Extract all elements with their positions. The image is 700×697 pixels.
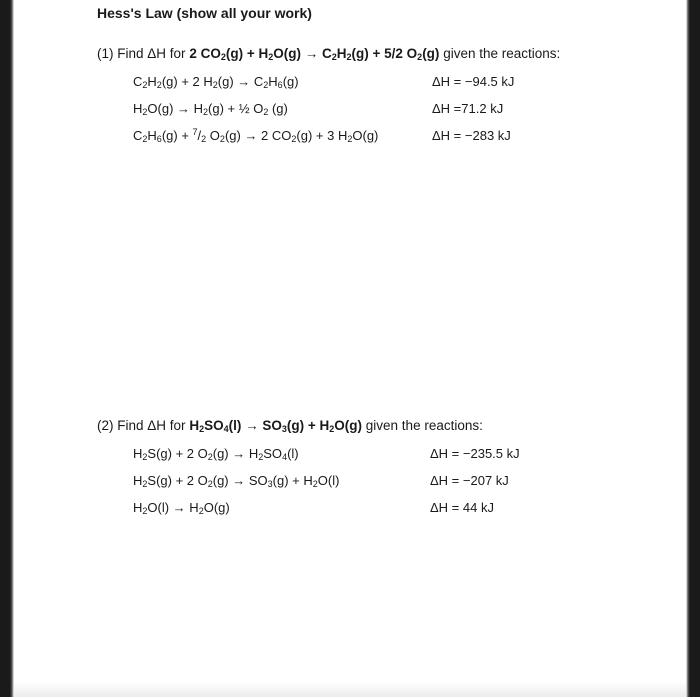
problem-2-heading — [97, 418, 483, 433]
p2-reaction-3: $H_2O(l) \to H_2O(g)$ — [133, 500, 230, 516]
p2-reaction-1: $H_2S(g) + 2$ $O_2(g) \to H_2SO_4(l)$ — [133, 446, 299, 462]
p1-reaction-1-enthalpy: ΔH = −94.5 kJ — [432, 74, 515, 89]
problem-2-target-equation: $H_2SO_4(l) \to SO_3(g) + H_2O(g)$ — [189, 418, 363, 434]
p1-reaction-3: $C_2H_6(g) + ^7/_2$ $O_2(g) \to 2$ $CO_2(g) + 3$ $H_2O(g)$ — [133, 127, 379, 144]
p1-reaction-2-enthalpy: ΔH =71.2 kJ — [432, 101, 504, 116]
problem-1-suffix: given the reactions: — [443, 46, 561, 61]
p1-reaction-2: $H_2O(g) \to H_2(g)$ + ½ $O_2$ (g) — [133, 101, 288, 117]
problem-2-suffix: given the reactions: — [365, 418, 483, 433]
page-bottom-edge — [14, 682, 686, 697]
p1-reaction-3-enthalpy: ΔH = −283 kJ — [432, 128, 511, 143]
p2-reaction-2-enthalpy: ΔH = −207 kJ — [430, 473, 509, 488]
right-dark-border — [686, 0, 700, 697]
p2-reaction-2: $H_2S(g) + 2$ $O_2(g) \to SO_3(g) + H_2O(l)$ — [133, 473, 340, 489]
problem-1-heading — [97, 46, 560, 61]
p2-reaction-3-enthalpy: ΔH = 44 kJ — [430, 500, 494, 515]
problem-2-label: (2) Find ΔH for — [97, 418, 186, 433]
left-dark-border — [0, 0, 14, 697]
problem-1-label: (1) Find ΔH for — [97, 46, 186, 61]
p2-reaction-1-enthalpy: ΔH = −235.5 kJ — [430, 446, 520, 461]
problem-1-target-equation: 2 $CO_2(g) + H_2O(g) \to C_2H_2(g) + 5/2$ $O_2(g)$ — [189, 46, 440, 62]
page-title: Hess's Law (show all your work) — [97, 5, 312, 21]
p1-reaction-1: $C_2H_2(g) + 2$ $H_2(g) \to C_2H_6(g)$ — [133, 74, 299, 90]
